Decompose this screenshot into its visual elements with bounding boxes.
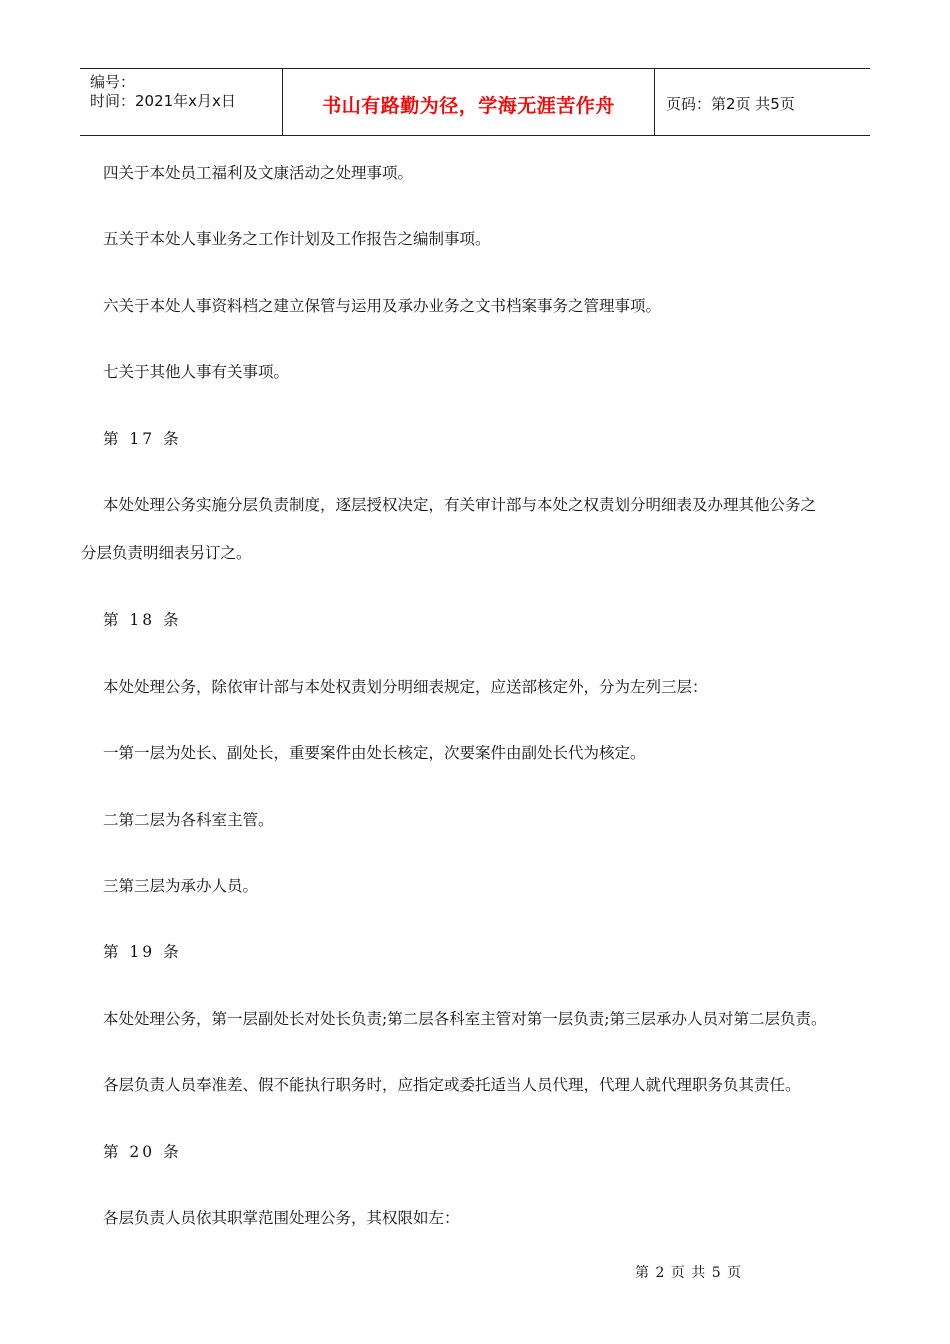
paragraph-item-4: 四关于本处员工福利及文康活动之处理事项。 <box>103 164 414 182</box>
document-date-label: 时间：2021年x月x日 <box>90 92 236 110</box>
paragraph-article-19-b: 各层负责人员奉准差、假不能执行职务时，应指定或委托适当人员代理，代理人就代理职务负其责任。 <box>103 1076 801 1094</box>
article-18-heading: 第 18 条 <box>103 611 182 629</box>
page-footer: 第 2 页 共 5 页 <box>635 1265 743 1281</box>
paragraph-item-6: 六关于本处人事资料档之建立保管与运用及承办业务之文书档案事务之管理事项。 <box>103 297 662 315</box>
paragraph-article-19-a: 本处处理公务，第一层副处长对处长负责;第二层各科室主管对第一层负责;第三层承办人员对第二层负责。 <box>103 1010 827 1028</box>
document-header <box>80 68 870 136</box>
document-number-label: 编号： <box>90 73 136 91</box>
paragraph-layer-2: 二第二层为各科室主管。 <box>103 811 274 829</box>
paragraph-article-17-line1: 本处处理公务实施分层负责制度，逐层授权决定，有关审计部与本处之权责划分明细表及办理其他公务之 <box>103 496 817 514</box>
article-20-heading: 第 20 条 <box>103 1143 182 1161</box>
paragraph-item-7: 七关于其他人事有关事项。 <box>103 363 290 381</box>
header-motto: 书山有路勤为径，学海无涯苦作舟 <box>322 94 615 117</box>
article-19-heading: 第 19 条 <box>103 943 182 961</box>
header-motto-cell <box>283 69 655 135</box>
paragraph-item-5: 五关于本处人事业务之工作计划及工作报告之编制事项。 <box>103 230 491 248</box>
header-page-cell <box>655 69 870 135</box>
paragraph-article-17-line2: 分层负责明细表另订之。 <box>81 544 252 562</box>
paragraph-layer-1: 一第一层为处长、副处长，重要案件由处长核定，次要案件由副处长代为核定。 <box>103 744 646 762</box>
article-17-heading: 第 17 条 <box>103 430 182 448</box>
paragraph-article-20: 各层负责人员依其职掌范围处理公务，其权限如左： <box>103 1209 460 1227</box>
header-page-label: 页码：第2页 共5页 <box>666 95 795 113</box>
paragraph-article-18: 本处处理公务，除依审计部与本处权责划分明细表规定，应送部核定外，分为左列三层： <box>103 678 708 696</box>
paragraph-layer-3: 三第三层为承办人员。 <box>103 877 259 895</box>
header-meta-cell <box>80 69 283 135</box>
